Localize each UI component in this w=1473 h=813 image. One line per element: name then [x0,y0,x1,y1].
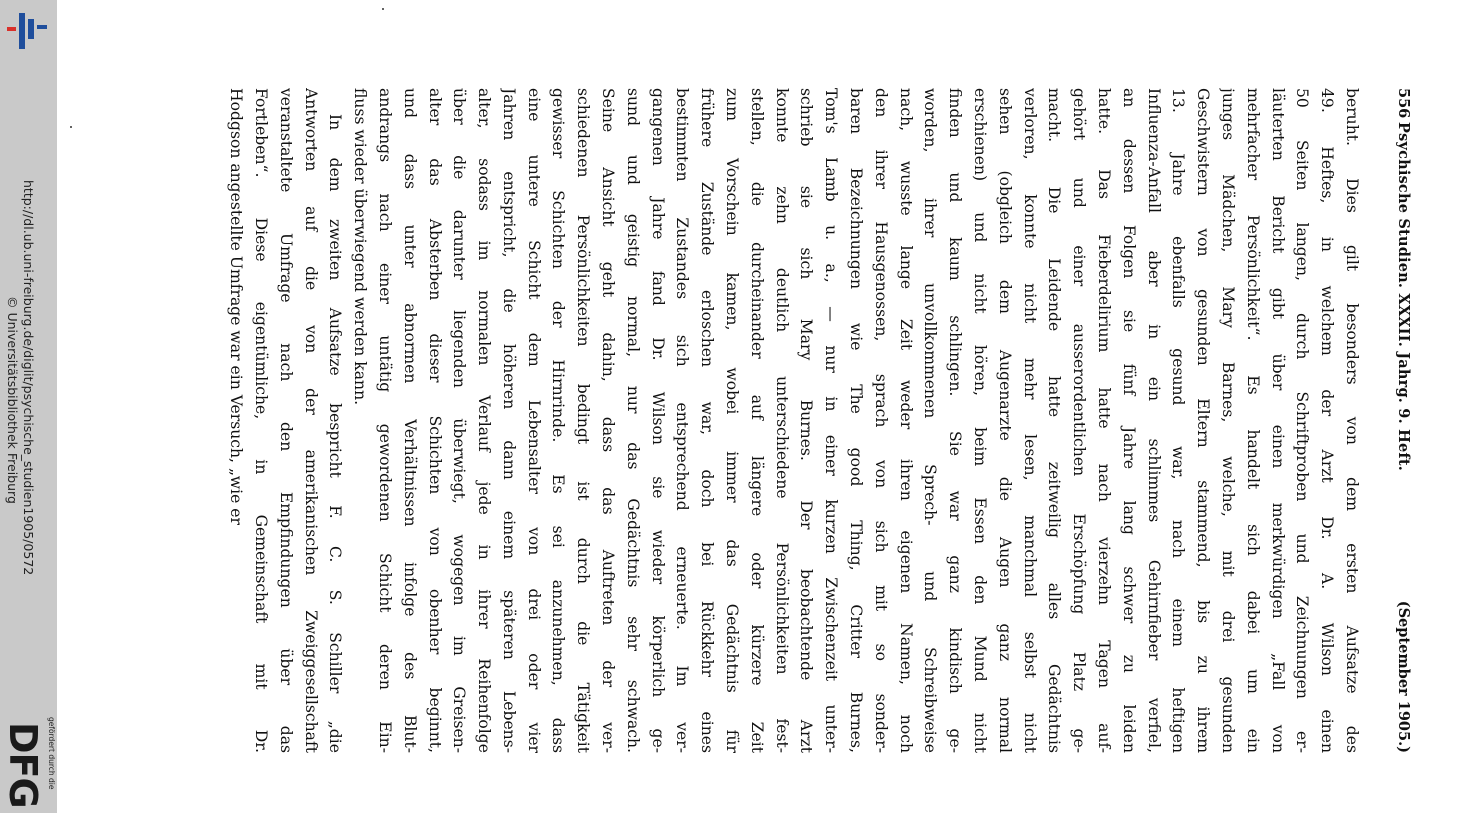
text-line: Jahren entspricht, die höheren dann einem späteren Lebens- [499,88,518,753]
text-line: Geschwistern von gesunden Eltern stammend, bis zu ihrem [1194,88,1213,753]
text-line: erschienen) und nicht hören, beim Essen den Mund nicht [971,88,990,753]
text-line: 13. Jahre ebenfalls gesund war, nach einem heftigen [1169,88,1188,753]
text-line: und dass unter abnormen Verhältnissen infolge des Blut- [400,88,419,753]
viewer-margin-strip [0,0,57,813]
text-line: gewisser Schichten der Hirnrinde. Es sei anzunehmen, dass [549,88,568,753]
text-line: konnte zehn deutlich unterschiedene Persönlichkeiten fest- [772,88,791,753]
ub-freiburg-logo-icon [4,7,50,55]
text-line: Hodgson angestellte Umfrage war ein Versuch, „wie er [227,88,246,525]
text-line: über die darunter liegenden überwiegt, wogegen im Greisen- [450,88,469,753]
text-line: 50 Seiten langen, durch Schriftproben und Zeichnungen er- [1293,88,1312,753]
text-line: verloren, konnte nicht mehr lesen, manchmal selbst nicht [1020,88,1039,753]
text-line: sehen (obgleich dem Augenarzte die Augen ganz normal [995,88,1014,753]
copyright-notice: © Universitätsbibliothek Freiburg [5,296,20,504]
text-line: frühere Zustände erloschen war, doch bei Rückkehr eines [698,88,717,753]
text-line: fluss wieder überwiegend werden kann. [351,88,370,406]
text-line: stellen, die durcheinander auf längere oder kürzere Zeit [747,88,766,753]
text-line: veranstaltete Umfrage nach den Empfindungen über das [276,88,295,753]
text-line: Influenza-Anfall aber in ein schlimmes Gehirnfieber verfiel, [1144,88,1163,753]
text-line: mehrfacher Persönlichkeit“. Es handelt sich dabei um ein [1243,88,1262,753]
text-line: andrangs nach einer untätig gewordenen Schicht deren Ein- [375,88,394,753]
text-line: schrieb sie sich Mary Burnes. Der beobachtende Arzt [797,88,816,753]
text-line: worden, ihrer unvollkommenen Sprech- und Schreibweise [921,88,940,753]
text-line: Tom's Lamb u. a., — nur in einer kurzen Zwischenzeit unter- [822,88,841,753]
text-line: an dessen Folgen sie fünf Jahre lang schwer zu leiden [1119,88,1138,753]
scanned-book-page [202,88,1412,753]
text-line: Seine Ansicht geht dahin, dass das Auftreten der ver- [599,88,618,753]
text-line: baren Bezeichnungen wie The good Thing, Critter Burnes, [847,88,866,753]
text-line: Antworten auf die von der amerikanischen Zweiggesellschaft [301,88,320,753]
text-line: Fortleben“. Diese eigentümliche, in Gemeinschaft mit Dr. [251,88,270,753]
text-line: schiedenen Persönlichkeiten bedingt ist durch die Tätigkeit [574,88,593,753]
page-header [1390,88,1412,753]
text-line: beruht. Dies gilt besonders von dem ersten Aufsatze des [1343,88,1361,753]
dfg-logo: DFG [1,722,45,808]
text-line: alter das Absterben dieser Schichten von obenher beginnt, [425,88,444,753]
text-line: nach, wusste lange Zeit weder ihren eigenen Namen, noch [896,88,915,753]
text-line: bestimmten Zustandes sich entsprechend erneuerte. Im ver- [673,88,692,753]
text-line: 49. Heftes, in welchem der Arzt Dr. A. Wilson einen [1318,88,1337,753]
running-head: Psychische Studien. XXXII. Jahrg. 9. Heft. [1395,122,1412,471]
text-line: eine untere Schicht dem Lebensalter von drei oder vier [524,88,543,753]
body-text [223,88,1364,753]
text-line: gangenen Jahre fand Dr. Wilson sie wieder körperlich ge- [648,88,667,753]
page-number: 556 [1395,88,1412,119]
text-line: hatte. Das Fieberdelirium hatte nach vierzehn Tagen auf- [1095,88,1114,753]
scan-speck [382,8,384,10]
text-line: finden und kaum schlingen. Sie war ganz kindisch ge- [946,88,965,753]
text-line: zum Vorschein kamen, wobei immer das Gedächtnis für [723,88,742,753]
text-line: macht. Die Leidende hatte zeitweilig alles Gedächtnis [1045,88,1064,753]
scan-speck [70,126,72,128]
text-line: junges Mädchen, Mary Barnes, welche, mit drei gesunden [1219,88,1238,753]
text-line: läuterten Bericht gibt über einen merkwürdigen „Fall von [1268,88,1287,753]
text-line: gehört und einer ausserordentlichen Erschöpfung Platz ge- [1070,88,1089,753]
text-line: sund und geistig normal, nur das Gedächtnis sehr schwach. [623,88,642,753]
text-line: den ihrer Hausgenossen, sprach von sich mit so sonder- [871,88,890,753]
dfg-funding-caption: gefördert durch die [47,717,56,790]
issue-info: (September 1905.) [1395,600,1412,753]
source-url[interactable]: http://dl.ub.uni-freiburg.de/diglit/psychische_studien1905/0572 [21,180,36,576]
text-line: alter, sodass im normalen Verlauf jede in ihrer Reihenfolge [475,88,494,753]
text-line: In dem zweiten Aufsatze bespricht F. C. S. Schiller „die [326,114,345,753]
